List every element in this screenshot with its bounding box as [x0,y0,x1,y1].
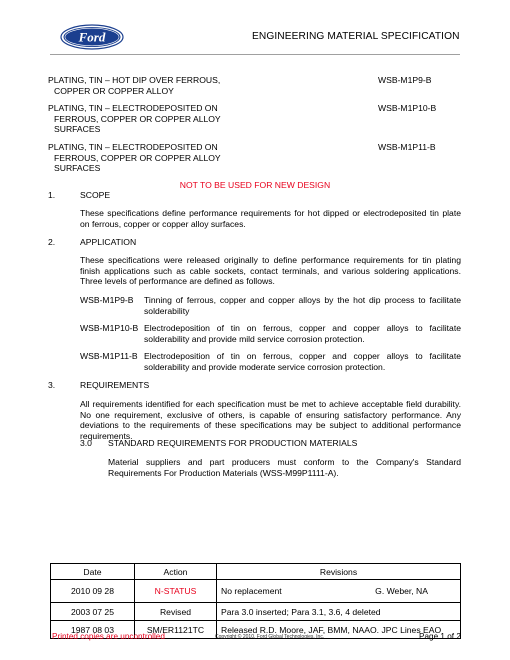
revision-description: Para 3.0 inserted; Para 3.1, 3.6, 4 deleted [217,603,461,621]
header-date: Date [51,564,135,580]
section-number: 3. [48,380,56,390]
table-row [51,580,461,603]
document-type-title: ENGINEERING MATERIAL SPECIFICATION [252,31,460,42]
ford-logo [60,24,124,50]
definition-code: WSB-M1P10-B [80,323,139,333]
revision-description [217,580,461,603]
revision-date: 2010 09 28 [51,580,135,603]
spec-code: WSB-M1P11-B [378,142,436,152]
section-title-requirements: REQUIREMENTS [80,380,150,390]
scope-paragraph: These specifications define performance requirements for hot dipped or electrodeposited tin plate on ferrous, copper or copper alloy surfaces. [80,208,461,229]
section-number: 1. [48,190,56,200]
definition-code: WSB-M1P9-B [80,295,134,305]
requirements-paragraph: All requirements identified for each specification must be met to achieve acceptable field durability. No one requirement, exclusive of others, is capable of ensuring satisfactory performance. Any deviations to the requirements of these specifications may be subject to additional performance requirements. [80,399,461,441]
spec-code: WSB-M1P9-B [378,75,432,85]
section-title-application: APPLICATION [80,237,137,247]
revision-action: N-STATUS [135,580,217,603]
section-title-scope: SCOPE [80,190,111,200]
revision-date: 1987 08 03 [51,621,135,639]
footer-uncontrolled-note: Printed copies are uncontrolled [52,632,165,641]
header-action: Action [135,564,217,580]
application-paragraph: These specifications were released originally to define performance requirements for tin plating finish applications such as cable sockets, contact terminals, and various soldering applications. Three levels of performance are defined as follows. [80,255,461,287]
header-divider [50,54,460,55]
revision-author: G. Weber, NA [375,586,428,596]
revision-action: Revised [135,603,217,621]
subsection-title: STANDARD REQUIREMENTS FOR PRODUCTION MATERIALS [108,438,358,448]
definition-text: Electrodeposition of tin on ferrous, copper and copper alloys to facilitate solderability and provide moderate service corrosion protection. [144,351,461,372]
header-revisions: Revisions [217,564,461,580]
ford-logo-text: Ford [78,29,106,45]
revision-table-header [51,564,461,580]
spec-title: PLATING, TIN – HOT DIP OVER FERROUS, COPPER OR COPPER ALLOY [48,75,221,96]
revision-description: Released R.D. Moore, JAF, BMM, NAAO. JPC Lines EAO [217,621,461,639]
spec-title: PLATING, TIN – ELECTRODEPOSITED ON FERROUS, COPPER OR COPPER ALLOY SURFACES [48,103,221,134]
revision-date: 2003 07 25 [51,603,135,621]
subsection-paragraph: Material suppliers and part producers must conform to the Company's Standard Requirements For Production Materials (WSS-M99P1111-A). [108,457,461,478]
status-banner: NOT TO BE USED FOR NEW DESIGN [179,180,331,190]
section-number: 2. [48,237,56,247]
spec-title: PLATING, TIN – ELECTRODEPOSITED ON FERROUS, COPPER OR COPPER ALLOY SURFACES [48,142,221,173]
definition-text: Tinning of ferrous, copper and copper alloys by the hot dip process to facilitate solderability [144,295,461,316]
table-row [51,603,461,621]
footer-copyright: Copyright © 2010, Ford Global Technologies, Inc. [215,634,325,640]
subsection-number: 3.0 [80,438,92,448]
revision-action: SM/ER1121TC [135,621,217,639]
definition-code: WSB-M1P11-B [80,351,138,361]
revision-table [50,563,461,639]
spec-code: WSB-M1P10-B [378,103,437,113]
footer-page-number: Page 1 of 2 [419,632,461,641]
revision-text: No replacement [221,586,282,596]
definition-text: Electrodeposition of tin on ferrous, copper and copper alloys to facilitate solderability and provide mild service corrosion protection. [144,323,461,344]
